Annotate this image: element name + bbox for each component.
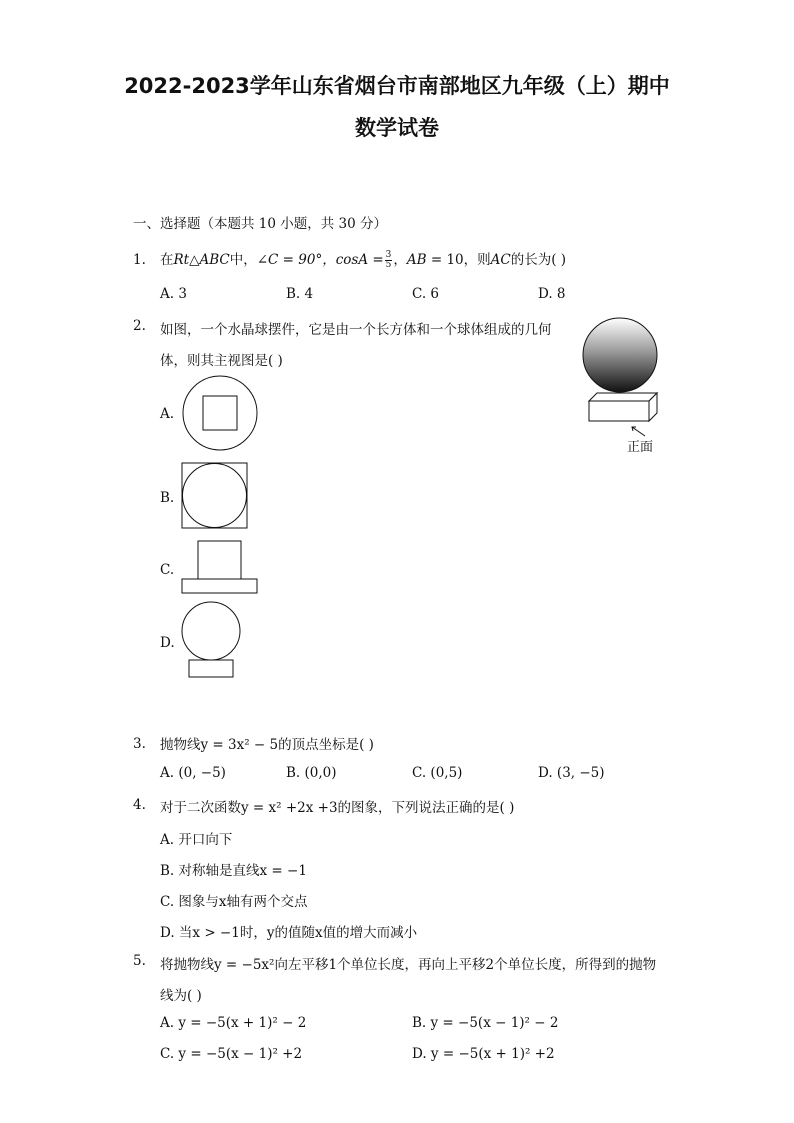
question-4-number: 4. <box>133 797 146 813</box>
q5-option-a: A. y = −5(x + 1)² − 2 <box>160 1015 307 1031</box>
option-a-drawing <box>181 374 261 454</box>
q1-option-c: C. 6 <box>412 286 440 302</box>
question-3-number: 3. <box>133 736 146 752</box>
option-c-drawing <box>180 539 260 597</box>
section-heading: 一、选择题（本题共 10 小题，共 30 分） <box>133 216 388 232</box>
figure-label-front: 正面 <box>627 440 654 455</box>
crystal-ball-figure <box>575 314 675 464</box>
q2-option-d: D. <box>160 635 175 651</box>
q3-option-c: C. (0,5) <box>412 765 463 781</box>
q4-option-c: C. 图象与x轴有两个交点 <box>160 894 308 910</box>
sphere-shape <box>583 318 657 392</box>
question-5-line-2: 线为( ) <box>160 988 202 1004</box>
question-2-line-2: 体，则其主视图是( ) <box>160 353 283 369</box>
question-5-line-1: 将抛物线y = −5x²向左平移1个单位长度，再向上平移2个单位长度，所得到的抛物 <box>160 957 657 973</box>
question-1-stem: 在Rt△ABC中，∠C = 90°，cosA = $\frac{3}{5}$ ，AB = 10，则AC的长为( ) <box>160 250 567 270</box>
q5-option-b: B. y = −5(x − 1)² − 2 <box>412 1015 559 1031</box>
fraction-3-5: $\frac{3}{5}$ <box>385 250 392 270</box>
exam-title-line-1: 2022-2023学年山东省烟台市南部地区九年级（上）期中 <box>124 74 670 98</box>
q4-option-b: B. 对称轴是直线x = −1 <box>160 863 307 879</box>
q1-option-d: D. 8 <box>538 286 566 302</box>
q3-option-d: D. (3, −5) <box>538 765 605 781</box>
question-2-number: 2. <box>133 318 146 334</box>
q4-option-d: D. 当x > −1时，y的值随x值的增大而减小 <box>160 925 418 941</box>
question-3-stem: 抛物线y = 3x² − 5的顶点坐标是( ) <box>160 737 374 753</box>
q3-option-a: A. (0, −5) <box>160 765 226 781</box>
q1-option-a: A. 3 <box>160 286 187 302</box>
question-4-stem: 对于二次函数y = x² +2x +3的图象，下列说法正确的是( ) <box>160 800 515 816</box>
exam-title-line-2: 数学试卷 <box>355 116 439 140</box>
q5-option-d: D. y = −5(x + 1)² +2 <box>412 1046 555 1062</box>
q1-option-b: B. 4 <box>286 286 314 302</box>
question-1-number: 1. <box>133 252 146 268</box>
q3-option-b: B. (0,0) <box>286 765 337 781</box>
q2-option-b: B. <box>160 490 175 506</box>
option-b-drawing <box>180 461 250 531</box>
question-2-line-1: 如图，一个水晶球摆件，它是由一个长方体和一个球体组成的几何 <box>160 322 552 338</box>
q5-option-c: C. y = −5(x − 1)² +2 <box>160 1046 303 1062</box>
q2-option-c: C. <box>160 562 175 578</box>
q2-option-a: A. <box>160 406 175 422</box>
q4-option-a: A. 开口向下 <box>160 832 233 848</box>
question-5-number: 5. <box>133 953 146 969</box>
cuboid-front <box>589 401 649 421</box>
option-d-drawing <box>180 601 244 681</box>
arrow-icon <box>632 427 645 436</box>
